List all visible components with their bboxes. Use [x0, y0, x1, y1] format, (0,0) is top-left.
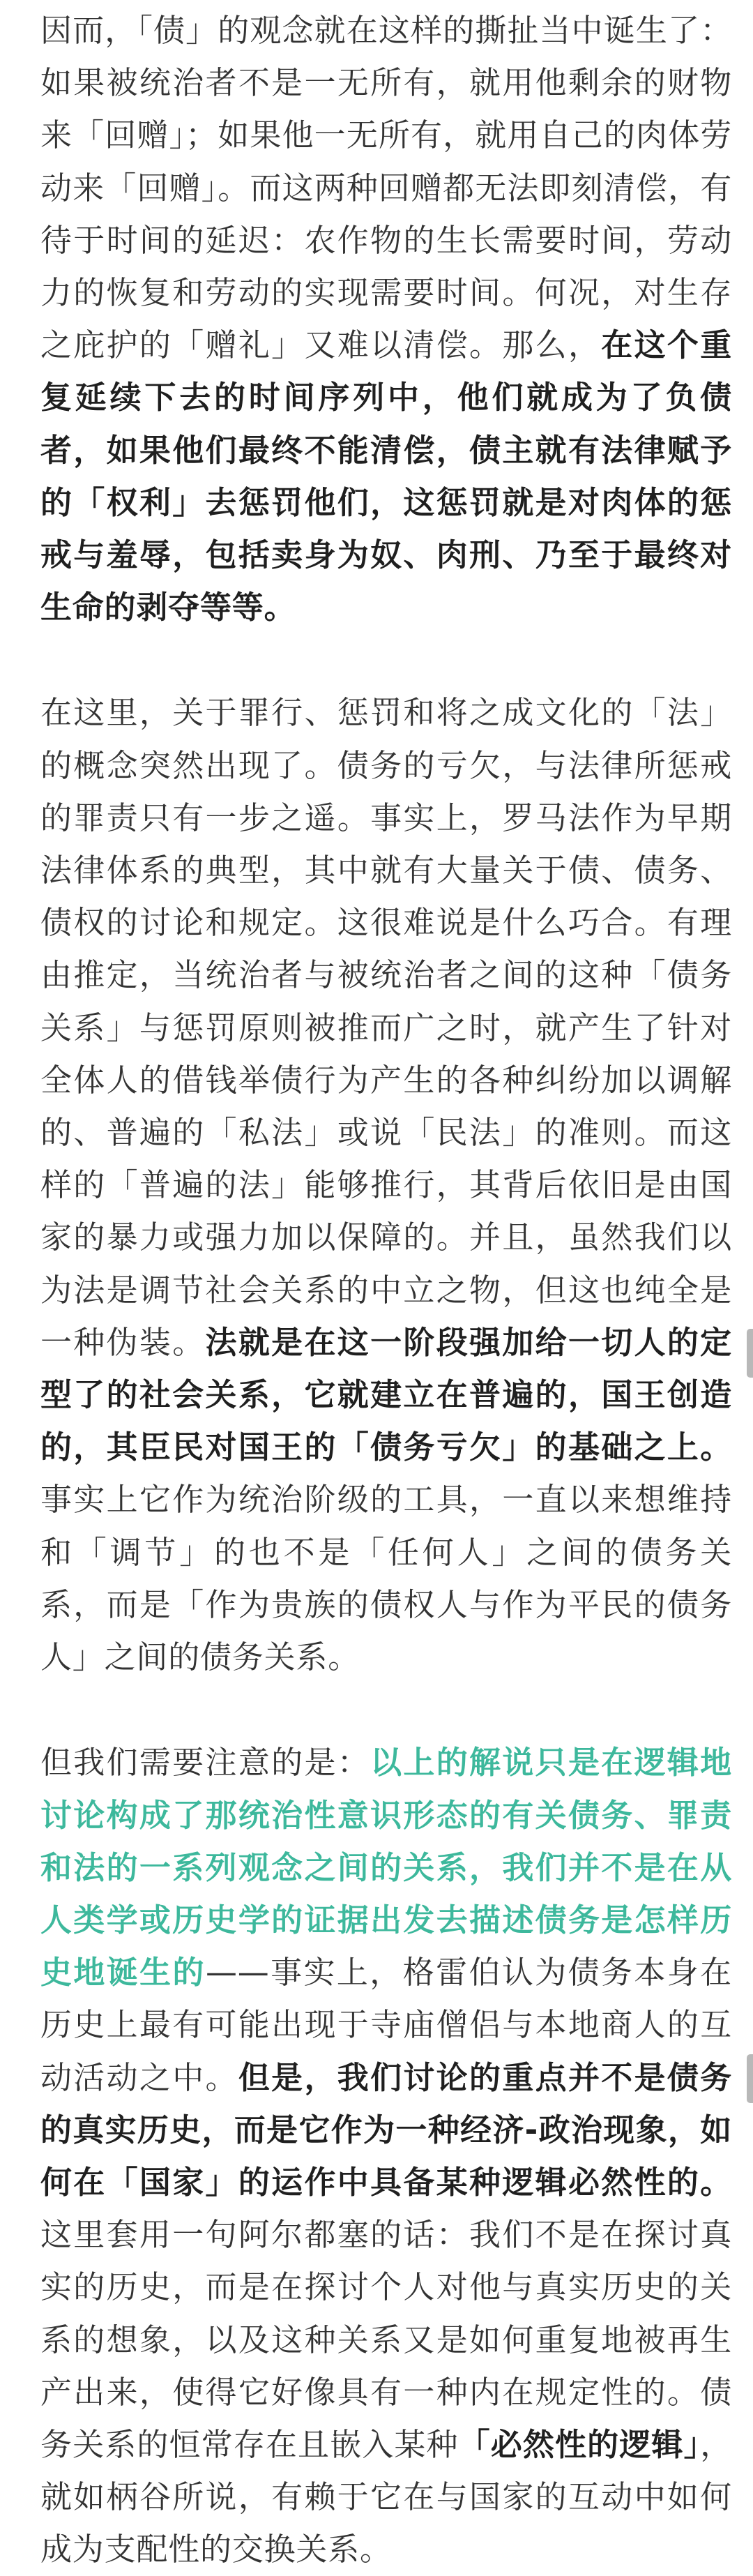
paragraph-debt-origin [40, 4, 732, 633]
scrollbar-thumb-lower[interactable] [747, 2054, 753, 2103]
text-run: ——事实上，格雷伯认为债务本身在历史上最有可能出现于寺庙僧侣与本地商人的互动活动之中。 [40, 1954, 732, 2096]
paragraph-logical-note [40, 1736, 732, 2575]
bold-text-run: 在这个重复延续下去的时间序列中，他们就成为了负债者，如果他们最终不能清偿，债主就有法律赋予的「权利」去惩罚他们，这惩罚就是对肉体的惩戒与羞辱，包括卖身为奴、肉刑、乃至于最终对生命的剥夺等等。 [40, 326, 732, 626]
text-run: 但我们需要注意的是： [40, 1744, 371, 1782]
bold-text-run: 但是，我们讨论的重点并不是债务的真实历史，而是它作为一种经济-政治现象，如何在「国家」的运作中具备某种逻辑必然性的。 [40, 2058, 732, 2201]
text-run: 事实上它作为统治阶级的工具，一直以来想维持和「调节」的也不是「任何人」之间的债务关系，而是「作为贵族的债权人与作为平民的债务人」之间的债务关系。 [40, 1481, 732, 1676]
text-run: 这里套用一句阿尔都塞的话：我们不是在探讨真实的历史，而是在探讨个人对他与真实历史的关系的想象，以及这种关系又是如何重复地被再生产出来，使得它好像具有一种内在规定性的。债务关系的恒常存在且嵌入某种 [40, 2216, 732, 2463]
text-run: 因而，「债」的观念就在这样的撕扯当中诞生了：如果被统治者不是一无所有，就用他剩余的财物来「回赠」；如果他一无所有，就用自己的肉体劳动来「回赠」。而这两种回赠都无法即刻清偿，有待于时间的延迟：农作物的生长需要时间，劳动力的恢复和劳动的实现需要时间。何况，对生存之庇护的「赠礼」又难以清偿。那么， [40, 12, 732, 364]
scrollbar-thumb[interactable] [747, 1329, 753, 1378]
bold-text-run: 法就是在这一阶段强加给一切人的定型了的社会关系，它就建立在普遍的，国王创造的，其臣民对国王的「债务亏欠」的基础之上。 [40, 1323, 732, 1466]
text-run: ，就如柄谷所说，有赖于它在与国家的互动中如何成为支配性的交换关系。 [40, 2425, 733, 2568]
highlighted-text-run: 以上的解说只是在逻辑地讨论构成了那统治性意识形态的有关债务、罪责和法的一系列观念之间的关系，我们并不是在从人类学或历史学的证据出发去描述债务是怎样历史地诞生的 [40, 1744, 732, 1991]
paragraph-law-concept [40, 686, 732, 1683]
bold-text-run: 「必然性的逻辑」 [458, 2425, 701, 2463]
text-run: 在这里，关于罪行、惩罚和将之成文化的「法」的概念突然出现了。债务的亏欠，与法律所惩戒的罪责只有一步之遥。事实上，罗马法作为早期法律体系的典型，其中就有大量关于债、债务、债权的讨论和规定。这很难说是什么巧合。有理由推定，当统治者与被统治者之间的这种「债务关系」与惩罚原则被推而广之时，就产生了针对全体人的借钱举债行为产生的各种纠纷加以调解的、普遍的「私法」或说「民法」的准则。而这样的「普遍的法」能够推行，其背后依旧是由国家的暴力或强力加以保障的。并且，虽然我们以为法是调节社会关系的中立之物，但这也纯全是一种伪装。 [40, 694, 732, 1361]
